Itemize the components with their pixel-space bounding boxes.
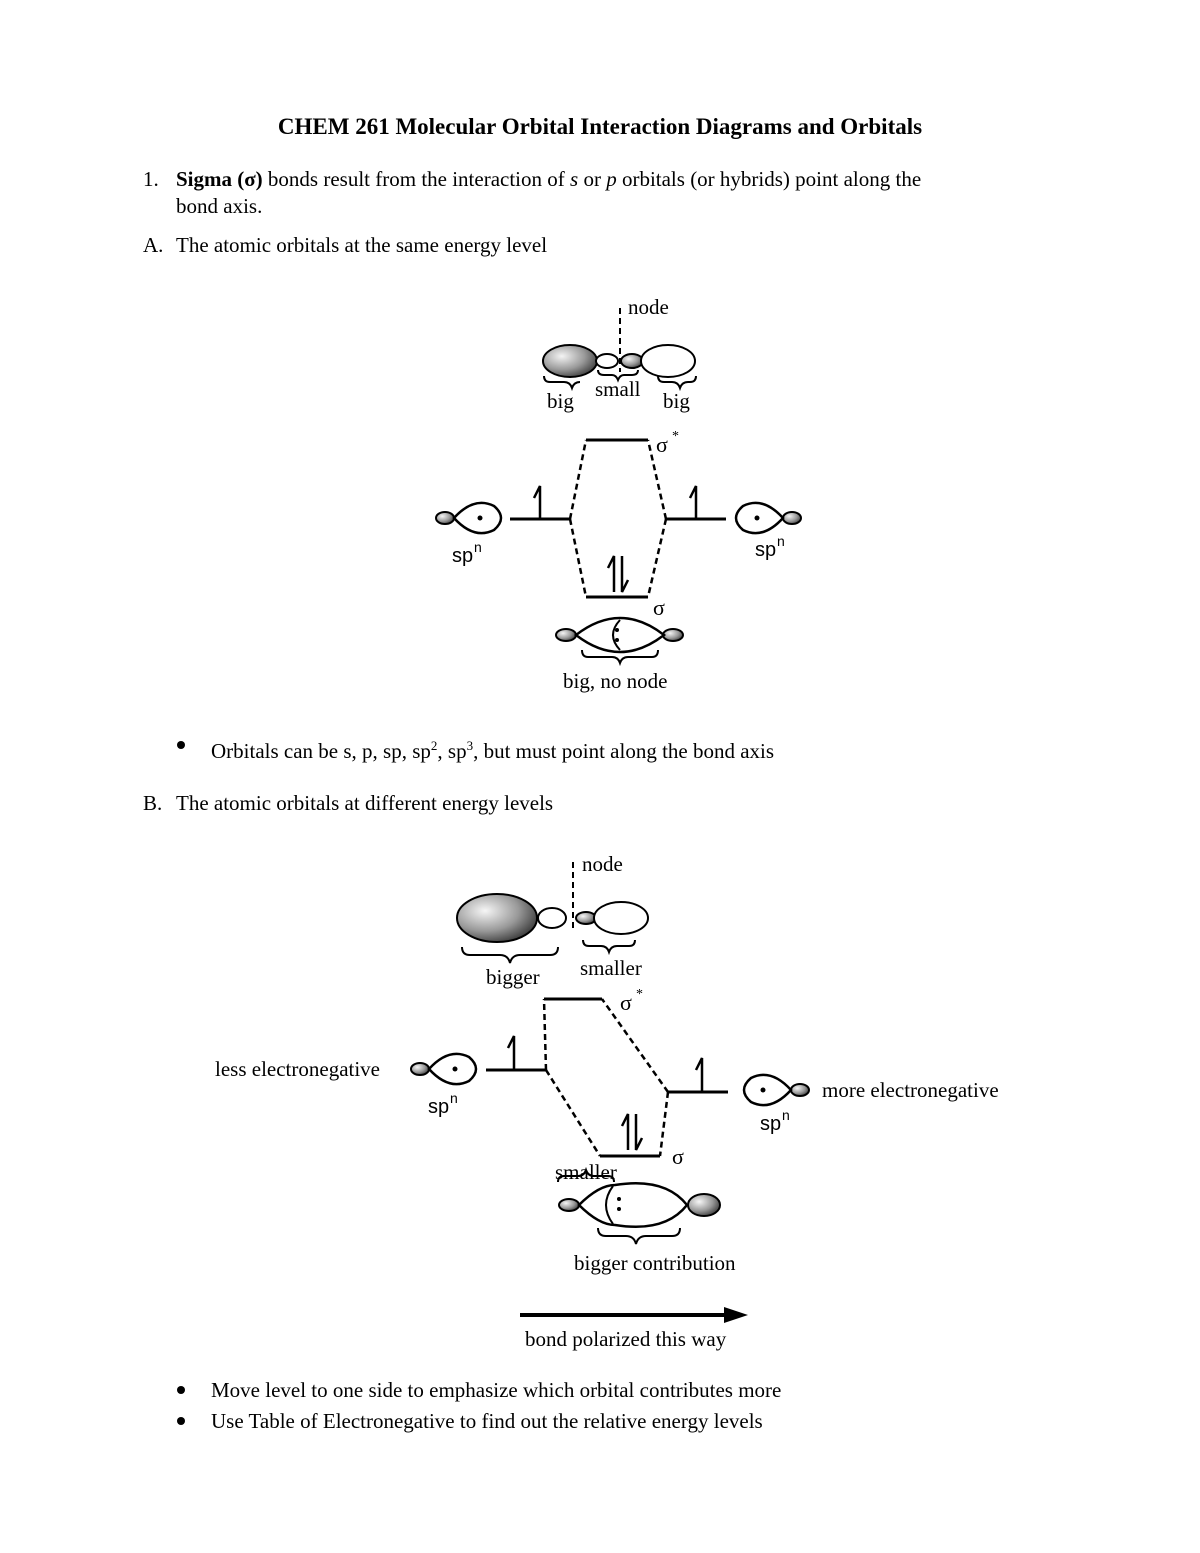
p-orbital-term: p [606, 167, 617, 191]
spn-right-label-b: sp [760, 1113, 782, 1135]
left-spn-orbital-b [411, 1054, 476, 1084]
spn-right-sup: n [777, 533, 785, 549]
superscript: 3 [466, 738, 474, 753]
node-label-b: node [582, 852, 623, 876]
sigma-star-asterisk-b: * [636, 987, 643, 1002]
spn-right-sup-b: n [782, 1107, 790, 1123]
spn-left-label-b: sp [428, 1096, 450, 1118]
bullet-b2-text: Use Table of Electronegative to find out the relative energy levels [211, 1409, 763, 1433]
spn-left-sup-b: n [450, 1090, 458, 1106]
smaller-bottom-label: smaller [555, 1160, 617, 1184]
big-right-label: big [663, 389, 690, 413]
page-title: CHEM 261 Molecular Orbital Interaction Diagrams and Orbitals [277, 114, 923, 139]
section-a-letter: A. [143, 233, 164, 257]
item1-text-end: orbitals (or hybrids) point along the [616, 167, 922, 191]
bigger-label: bigger [486, 965, 540, 989]
antibonding-orbital-picture-b [457, 862, 648, 963]
sigma-bold-term: Sigma (σ) [176, 167, 263, 191]
section-b-letter: B. [143, 791, 163, 815]
item1-text: bonds result from the interaction of [262, 167, 571, 191]
bullet-dot [177, 1417, 185, 1425]
bond-polarized-label: bond polarized this way [525, 1327, 727, 1351]
polarization-arrow [520, 1307, 748, 1323]
less-electronegative-label: less electronegative [215, 1057, 381, 1081]
bullet-dot [177, 1386, 185, 1394]
bullet-a-part1: Orbitals can be s, p, sp, sp [211, 739, 431, 763]
bullet-a-part2: , sp [437, 739, 467, 763]
bullet-b1-text: Move level to one side to emphasize which orbital contributes more [211, 1378, 782, 1402]
bigger-contribution-label: bigger contribution [574, 1251, 736, 1275]
spn-right-label: sp [755, 539, 777, 561]
node-label: node [628, 295, 669, 319]
big-left-label: big [547, 389, 574, 413]
bullet-a-part3: , but must point along the bond axis [473, 739, 775, 763]
spn-left-sup: n [474, 539, 482, 555]
sigma-star-label-b: σ [620, 990, 632, 1015]
sigma-star-asterisk: * [672, 429, 679, 444]
right-spn-orbital-b [744, 1075, 809, 1105]
sigma-label-b: σ [672, 1144, 684, 1169]
spn-left-label: sp [452, 545, 474, 567]
or-text: or [578, 167, 607, 191]
s-orbital-term: s [570, 167, 579, 191]
superscript: 2 [430, 738, 438, 753]
more-electronegative-label: more electronegative [822, 1078, 999, 1102]
section-a-heading: The atomic orbitals at the same energy level [176, 233, 548, 257]
section-b-heading: The atomic orbitals at different energy levels [176, 791, 554, 815]
big-no-node-label: big, no node [563, 669, 668, 693]
sigma-star-label: σ [656, 432, 668, 457]
item-number: 1. [143, 167, 159, 191]
small-label: small [595, 377, 641, 401]
sigma-label: σ [653, 595, 665, 620]
item1-line2: bond axis. [176, 194, 263, 218]
smaller-top-label: smaller [580, 956, 642, 980]
correlation-lines-b [544, 999, 668, 1156]
